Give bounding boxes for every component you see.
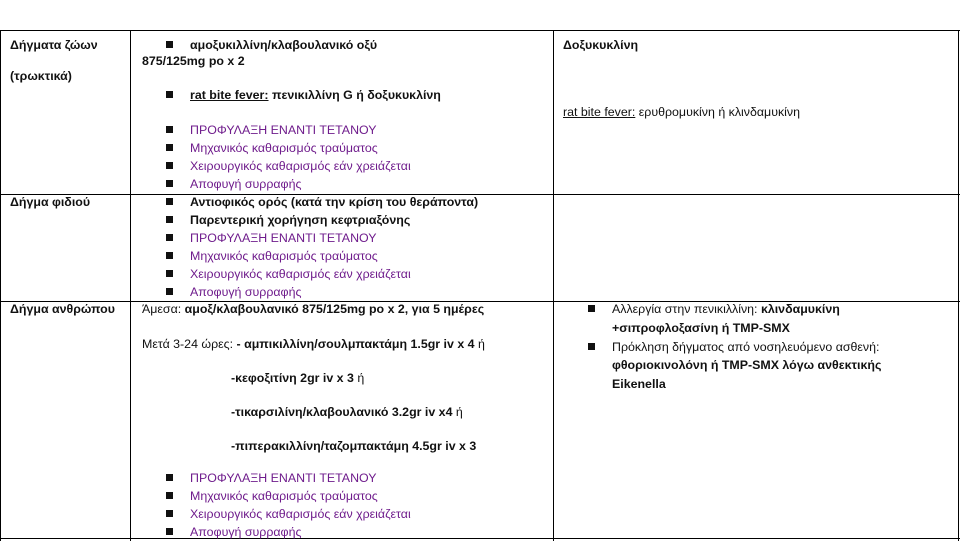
- column-divider-2: [130, 30, 131, 541]
- alternative-rat-bite-fever: rat bite fever: ερυθρομυκίνη ή κλινδαμυκίνη: [563, 105, 801, 119]
- row-label-animal-bites: Δήγματα ζώων: [10, 38, 98, 52]
- delayed-therapy-line: Μετά 3-24 ώρες: - αμπικιλλίνη/σουλμπακτάμη 1.5gr iv x 4 ή: [142, 337, 485, 351]
- list-item: Χειρουργικός καθαρισμός εάν χρειάζεται: [190, 157, 411, 175]
- list-item: Μηχανικός καθαρισμός τραύματος: [190, 487, 378, 505]
- therapy-option-line: -τικαρσιλίνη/κλαβουλανικό 3.2gr iv x4 ή: [231, 405, 463, 419]
- bullet-icon: [166, 144, 173, 151]
- bullet-icon: [166, 288, 173, 295]
- list-item: Αλλεργία στην πενικιλλίνη: κλινδαμυκίνη: [612, 300, 840, 318]
- therapy-option-line: -πιπερακιλλίνη/ταζομπακτάμη 4.5gr iv x 3: [231, 439, 477, 453]
- list-item: ΠΡΟΦΥΛΑΞΗ ΕΝΑΝΤΙ ΤΕΤΑΝΟΥ: [190, 121, 377, 139]
- bullet-icon: [166, 492, 173, 499]
- table-top-rule: [0, 30, 960, 31]
- immediate-therapy-line: Άμεσα: αμοξ/κλαβουλανικό 875/125mg po x 2, για 5 ημέρες: [142, 302, 485, 316]
- therapy-option-line: -κεφοξιτίνη 2gr iv x 3 ή: [231, 371, 365, 385]
- bullet-icon: [166, 126, 173, 133]
- row-label-snake-bite: Δήγμα φιδιού: [10, 195, 91, 209]
- bullet-icon: [588, 305, 595, 312]
- bullet-icon: [166, 180, 173, 187]
- list-item: Παρεντερική χορήγηση κεφτριαξόνης: [190, 211, 410, 229]
- list-item: Χειρουργικός καθαρισμός εάν χρειάζεται: [190, 265, 411, 283]
- list-item: ΠΡΟΦΥΛΑΞΗ ΕΝΑΝΤΙ ΤΕΤΑΝΟΥ: [190, 229, 377, 247]
- list-item: Μηχανικός καθαρισμός τραύματος: [190, 247, 378, 265]
- bullet-icon: [588, 343, 595, 350]
- bullet-icon: [166, 510, 173, 517]
- bullet-icon: [166, 41, 173, 48]
- row-label-human-bite: Δήγμα ανθρώπου: [10, 302, 115, 316]
- list-item: ΠΡΟΦΥΛΑΞΗ ΕΝΑΝΤΙ ΤΕΤΑΝΟΥ: [190, 469, 377, 487]
- list-item-continuation: φθοριοκινολόνη ή TMP-SMX λόγω ανθεκτικής: [612, 358, 882, 372]
- column-divider-4: [958, 30, 959, 541]
- bullet-icon: [166, 198, 173, 205]
- list-item: Αντιοφικός ορός (κατά την κρίση του θεράποντα): [190, 193, 478, 211]
- bullet-icon: [166, 91, 173, 98]
- dose-line: 875/125mg po x 2: [142, 54, 245, 68]
- list-item: Πρόκληση δήγματος από νοσηλευόμενο ασθενή:: [612, 338, 879, 356]
- list-item: Μηχανικός καθαρισμός τραύματος: [190, 139, 378, 157]
- list-item-continuation: Eikenella: [612, 377, 666, 391]
- list-item: Αποφυγή συρραφής: [190, 175, 301, 193]
- bullet-icon: [166, 216, 173, 223]
- list-item: rat bite fever: πενικιλλίνη G ή δοξυκυκλίνη: [190, 86, 441, 104]
- list-item: Χειρουργικός καθαρισμός εάν χρειάζεται: [190, 505, 411, 523]
- list-item: αμοξυκιλλίνη/κλαβουλανικό οξύ: [190, 36, 377, 54]
- bullet-icon: [166, 528, 173, 535]
- bullet-icon: [166, 162, 173, 169]
- table-bottom-rule: [0, 538, 960, 539]
- list-item-continuation: +σιπροφλοξασίνη ή TMP-SMX: [612, 321, 790, 335]
- bullet-icon: [166, 234, 173, 241]
- column-divider-1: [0, 30, 1, 541]
- bullet-icon: [166, 252, 173, 259]
- row-label-rodents: (τρωκτικά): [10, 69, 72, 83]
- alternative-therapy: Δοξυκυκλίνη: [563, 38, 639, 52]
- bullet-icon: [166, 270, 173, 277]
- bullet-icon: [166, 474, 173, 481]
- column-divider-3: [553, 30, 554, 541]
- list-item: Αποφυγή συρραφής: [190, 523, 301, 541]
- list-item: Αποφυγή συρραφής: [190, 283, 301, 301]
- row-divider-snake: [0, 194, 960, 195]
